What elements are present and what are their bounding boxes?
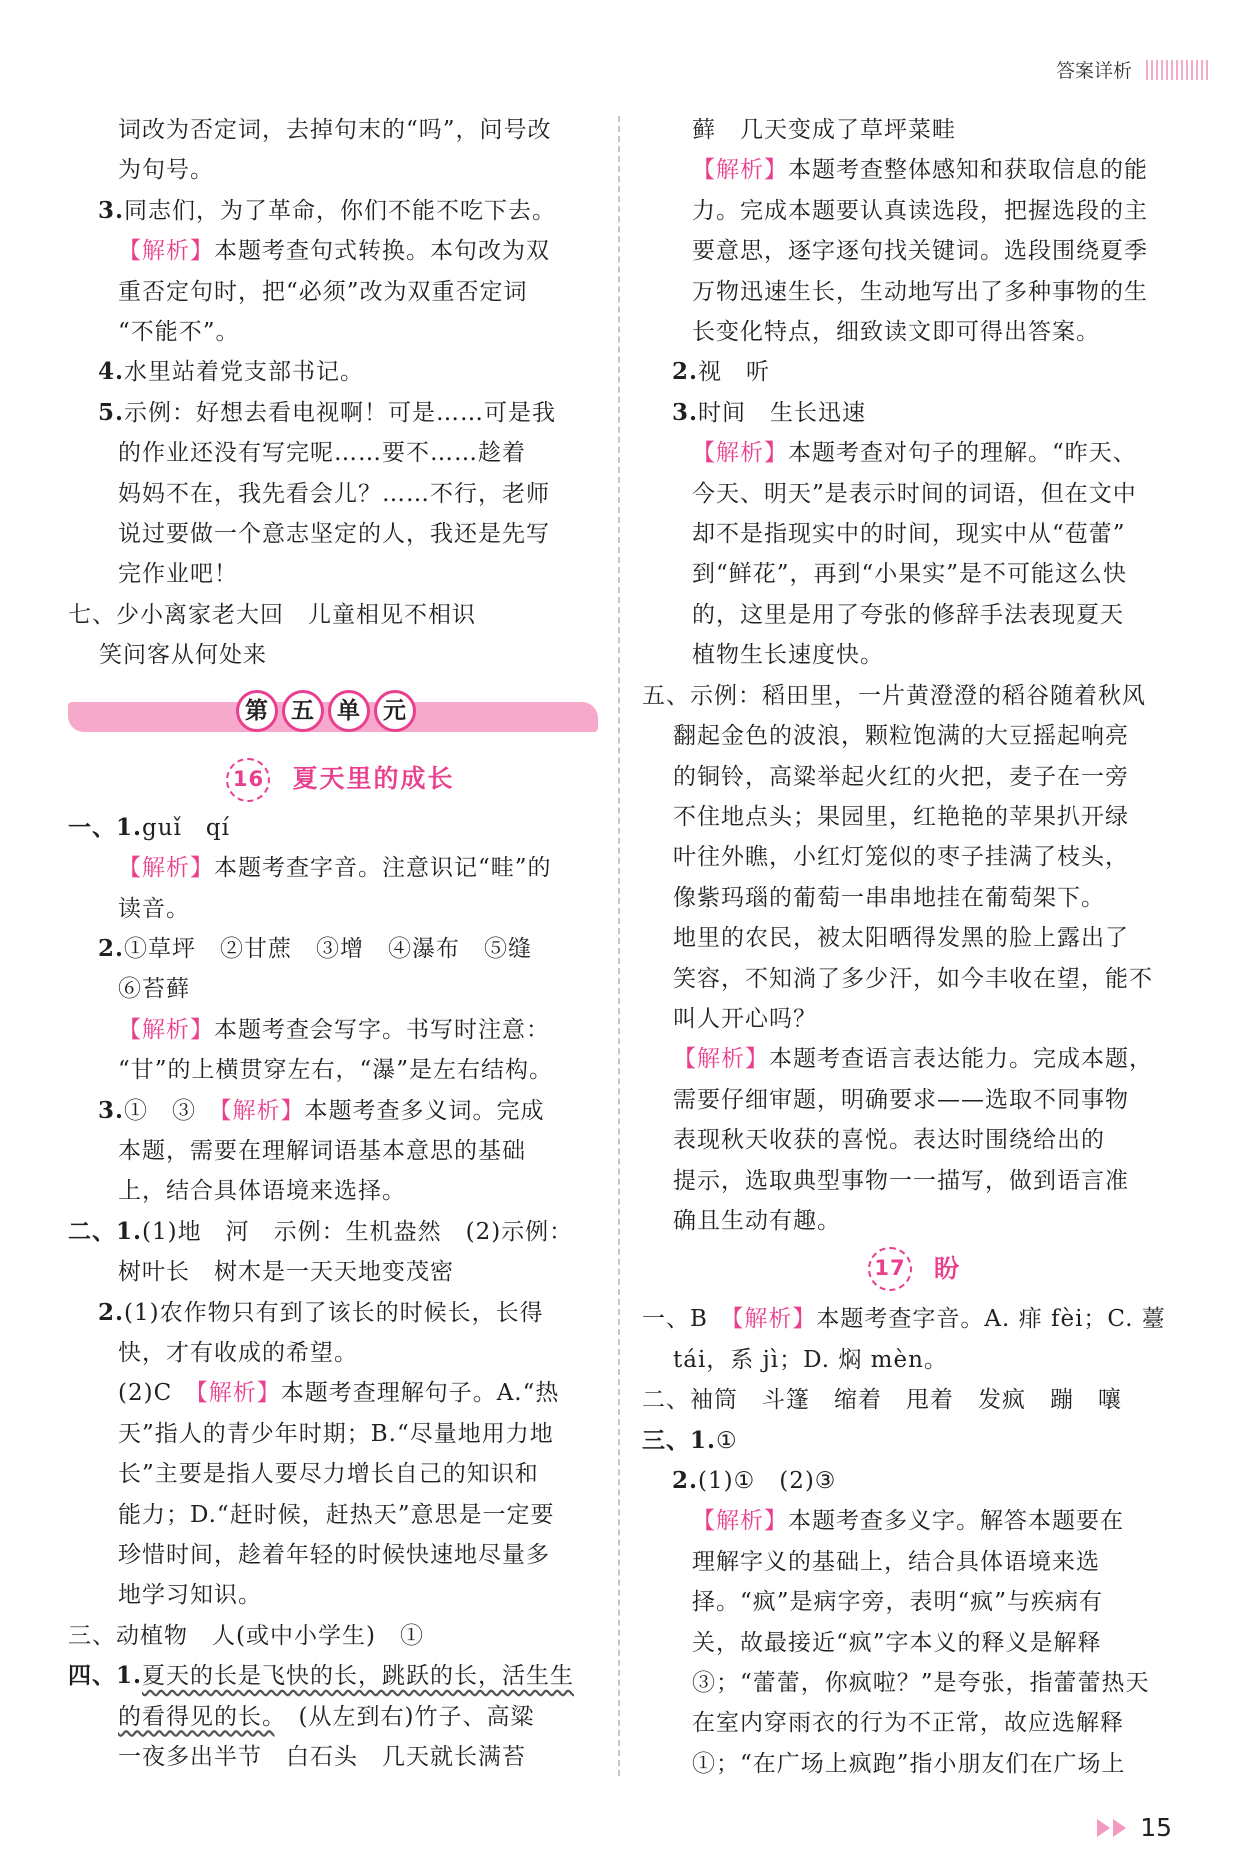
text-line: ③；“蕾蕾，你疯啦？”是夸张，指蕾蕾热天	[692, 1670, 1150, 1697]
text-line: 地学习知识。	[118, 1582, 262, 1609]
unit-banner-char: 单	[328, 690, 370, 732]
text-line: 要意思，逐字逐句找关键词。选段围绕夏季	[692, 238, 1148, 265]
text-line: 快，才有收成的希望。	[118, 1339, 358, 1366]
answer-item: 2.(1)农作物只有到了该长的时候长，长得	[98, 1298, 544, 1326]
text-line: 为句号。	[118, 157, 214, 184]
text-line: 笑容，不知淌了多少汗，如今丰收在望，能不	[673, 965, 1153, 992]
text-line: tái，系 jì；D. 焖 mèn。	[673, 1346, 948, 1373]
analysis-line: 【解析】本题考查对句子的理解。“昨天、	[692, 440, 1137, 467]
lesson-number: 16	[226, 758, 270, 802]
answer-item: 七、少小离家老大回 儿童相见不相识	[68, 601, 476, 628]
answer-item: 三、1.①	[642, 1426, 738, 1454]
text-line: 翻起金色的波浪，颗粒饱满的大豆摇起响亮	[673, 723, 1129, 750]
text-line: 笑问客从何处来	[99, 642, 267, 669]
text-line: 地里的农民，被太阳晒得发黑的脸上露出了	[673, 925, 1129, 952]
text-line: 的看得见的长。 (从左到右)竹子、高粱	[118, 1703, 535, 1730]
text-line: 长变化特点，细致读文即可得出答案。	[692, 319, 1100, 346]
text-line: 妈妈不在，我先看会儿？……不行，老师	[118, 480, 550, 507]
text-line: 的铜铃，高粱举起火红的火把，麦子在一旁	[673, 763, 1129, 790]
text-line: 上，结合具体语境来选择。	[118, 1178, 406, 1205]
analysis-line: 【解析】本题考查句式转换。本句改为双	[118, 238, 550, 265]
header-decoration	[1146, 60, 1208, 80]
text-line: 到“鲜花”，再到“小果实”是不可能这么快	[692, 561, 1128, 588]
text-line: 需要仔细审题，明确要求——选取不同事物	[673, 1086, 1129, 1113]
text-line: 力。完成本题要认真读选段，把握选段的主	[692, 197, 1148, 224]
answer-item: 5.示例：好想去看电视啊！可是……可是我	[98, 398, 557, 426]
answer-item: 2.(1)① (2)③	[672, 1467, 837, 1494]
header-title: 答案详析	[1055, 60, 1132, 82]
text-line: 像紫玛瑙的葡萄一串串地挂在葡萄架下。	[673, 884, 1105, 911]
text-line: “甘”的上横贯穿左右，“瀑”是左右结构。	[118, 1057, 554, 1084]
answer-item: 一、B 【解析】本题考查字音。A. 痱 fèi；C. 薹	[642, 1306, 1166, 1333]
text-line: 词改为否定词，去掉句末的“吗”，问号改	[118, 117, 552, 143]
text-line: 理解字义的基础上，结合具体语境来选	[692, 1548, 1100, 1575]
answer-item: 一、1.guǐ qí	[68, 813, 230, 841]
text-line: 叶往外瞧，小红灯笼似的枣子挂满了枝头，	[673, 844, 1129, 871]
text-line: 提示，选取典型事物一一描写，做到语言准	[673, 1167, 1129, 1194]
text-line: 的作业还没有写完呢……要不……趁着	[118, 440, 526, 467]
text-line: 确且生动有趣。	[673, 1207, 841, 1234]
text-line: 关，故最接近“疯”字本义的释义是解释	[692, 1629, 1102, 1656]
unit-banner-char: 元	[374, 690, 416, 732]
unit-banner-char: 第	[236, 690, 278, 732]
page-number-area	[1097, 1813, 1172, 1842]
answer-item: 3.同志们，为了革命，你们不能不吃下去。	[98, 196, 557, 224]
right-column	[642, 110, 1172, 1784]
text-line: 珍惜时间，趁着年轻的时候快速地尽量多	[118, 1542, 550, 1568]
text-line: 植物生长速度快。	[692, 642, 884, 669]
lesson-heading-16	[83, 752, 598, 808]
text-line: 万物迅速生长，生动地写出了多种事物的生	[692, 278, 1148, 305]
lesson-heading-17	[657, 1241, 1172, 1297]
text-line: ①；“在广场上疯跑”指小朋友们在广场上	[692, 1750, 1126, 1777]
unit-banner-char: 五	[282, 690, 324, 732]
text-line: 读音。	[118, 895, 190, 922]
analysis-line: 【解析】本题考查整体感知和获取信息的能	[692, 157, 1148, 184]
analysis-line: (2)C 【解析】本题考查理解句子。A.“热	[118, 1380, 560, 1407]
answer-item: 三、动植物 人(或中小学生) ①	[68, 1622, 424, 1649]
text-line: 不住地点头；果园里，红艳艳的苹果扒开绿	[673, 803, 1129, 830]
answer-item: 3.① ③ 【解析】本题考查多义词。完成	[98, 1096, 545, 1124]
page-header	[1056, 56, 1208, 83]
text-line: 却不是指现实中的时间，现实中从“苞蕾”	[692, 521, 1126, 548]
answer-item: 4.水里站着党支部书记。	[98, 358, 365, 386]
text-line: 表现秋天收获的喜悦。表达时围绕给出的	[673, 1127, 1105, 1154]
text-line: 藓 几天变成了草坪菜畦	[692, 117, 956, 143]
analysis-line: 【解析】本题考查字音。注意识记“畦”的	[118, 855, 552, 882]
analysis-line: 【解析】本题考查多义字。解答本题要在	[692, 1508, 1124, 1535]
unit-banner	[68, 686, 598, 746]
text-line: 在室内穿雨衣的行为不正常，故应选解释	[692, 1710, 1124, 1737]
answer-item: 二、1.(1)地 河 示例：生机盎然 (2)示例：	[68, 1217, 574, 1245]
text-line: 重否定句时，把“必须”改为双重否定词	[118, 278, 528, 305]
page-number: 15	[1140, 1813, 1172, 1842]
analysis-line: 【解析】本题考查会写字。书写时注意：	[118, 1016, 550, 1043]
text-line: 完作业吧！	[118, 561, 238, 588]
answer-item: 2.视 听	[672, 358, 771, 386]
analysis-line: 【解析】本题考查语言表达能力。完成本题，	[673, 1046, 1153, 1073]
answer-item: 3.时间 生长迅速	[672, 398, 867, 426]
left-column	[68, 110, 598, 1777]
column-divider	[618, 116, 620, 1776]
text-line: 长”主要是指人要尽力增长自己的知识和	[118, 1461, 539, 1488]
text-line: 的，这里是用了夸张的修辞手法表现夏天	[692, 601, 1124, 628]
text-line: 本题，需要在理解词语基本意思的基础	[118, 1137, 526, 1164]
answer-item: 二、袖筒 斗篷 缩着 甩着 发疯 蹦 嚷	[642, 1387, 1122, 1414]
text-line: 树叶长 树木是一天天地变茂密	[118, 1259, 454, 1286]
text-line: 一夜多出半节 白石头 几天就长满苔	[118, 1744, 526, 1771]
answer-item: 四、1.夏天的长是飞快的长，跳跃的长，活生生	[68, 1662, 575, 1690]
double-arrow-icon	[1097, 1819, 1126, 1837]
lesson-number: 17	[868, 1247, 912, 1291]
text-line: “不能不”。	[118, 319, 240, 346]
text-line: 择。“疯”是病字旁，表明“疯”与疾病有	[692, 1589, 1104, 1616]
lesson-title: 夏天里的成长	[292, 764, 455, 794]
text-line: 今天、明天”是表示时间的词语，但在文中	[692, 480, 1137, 507]
text-line: ⑥苔藓	[118, 976, 190, 1003]
text-line: 能力；D.“赶时候，赶热天”意思是一定要	[118, 1501, 555, 1528]
answer-item: 2.①草坪 ②甘蔗 ③增 ④瀑布 ⑤缝	[98, 934, 533, 962]
text-line: 说过要做一个意志坚定的人，我还是先写	[118, 521, 550, 548]
answer-item: 五、示例：稻田里，一片黄澄澄的稻谷随着秋风	[642, 682, 1146, 709]
lesson-title: 盼	[933, 1254, 961, 1284]
text-line: 天”指人的青少年时期；B.“尽量地用力地	[118, 1420, 554, 1447]
text-line: 叫人开心吗？	[673, 1005, 817, 1032]
